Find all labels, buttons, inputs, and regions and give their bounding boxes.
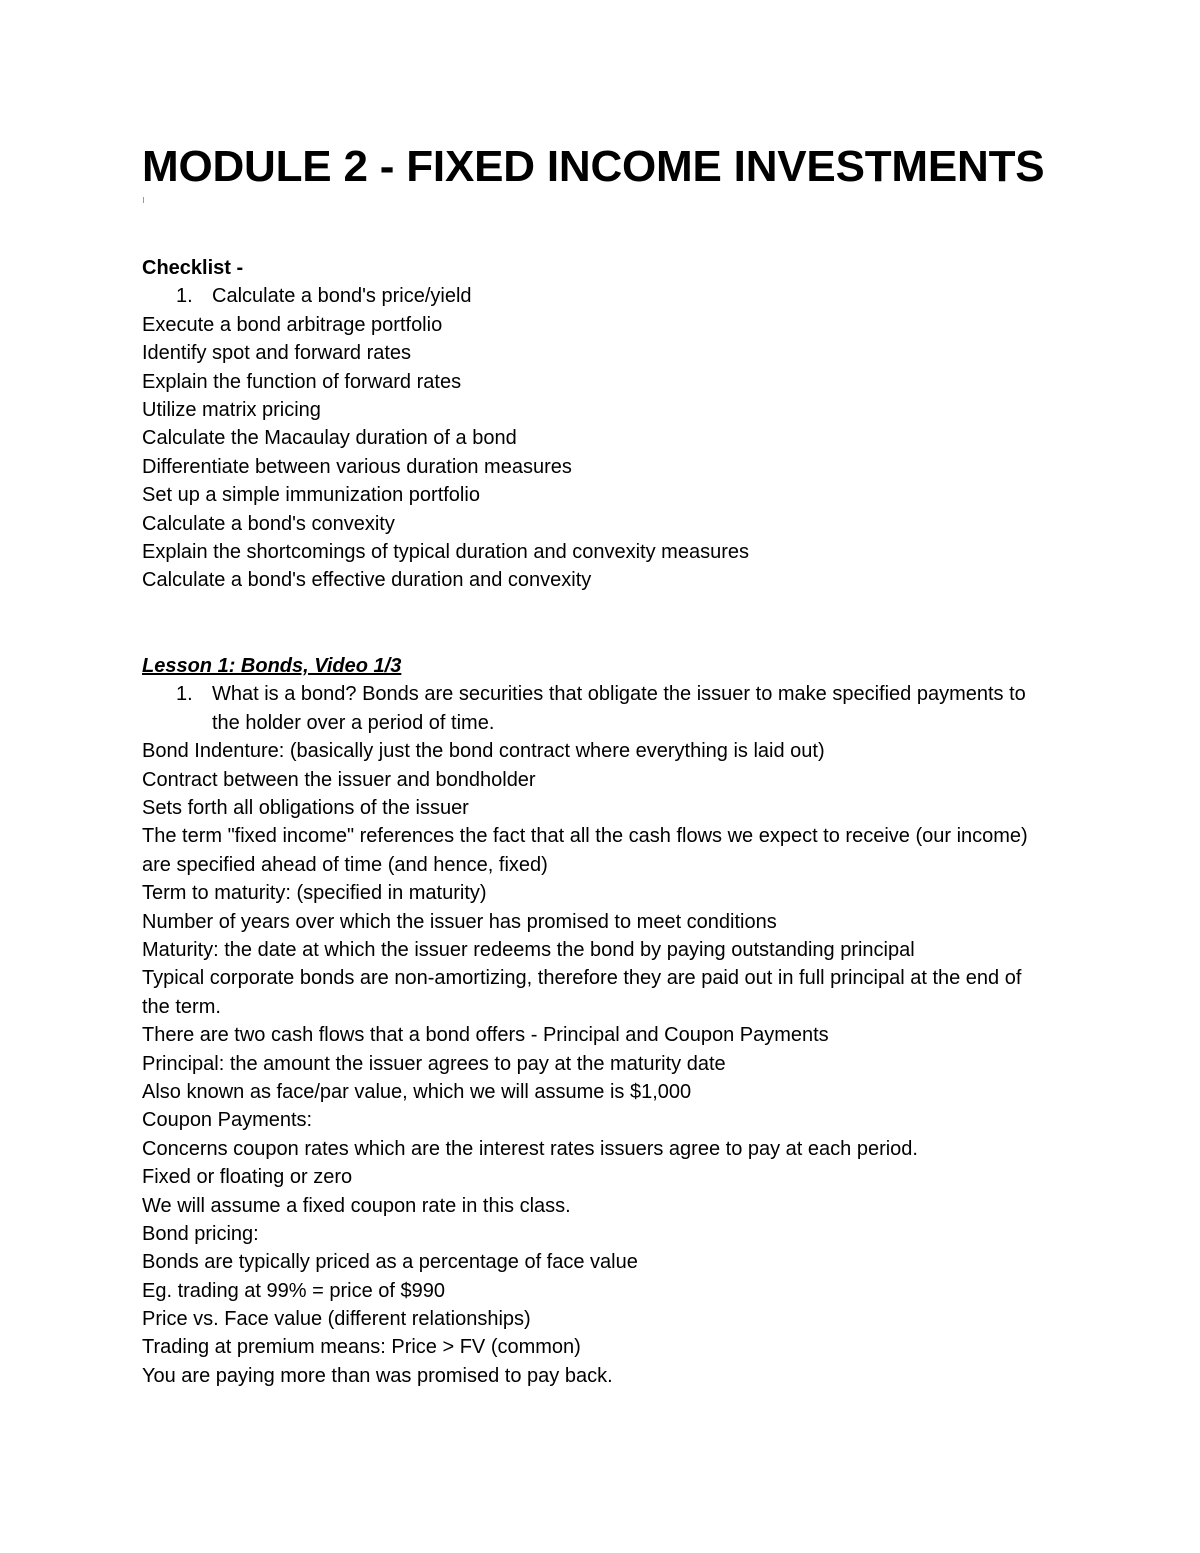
lesson-line: Trading at premium means: Price > FV (common) [142, 1336, 581, 1359]
lesson-line: Principal: the amount the issuer agrees to pay at the maturity date [142, 1052, 726, 1075]
lesson-line: You are paying more than was promised to pay back. [142, 1364, 613, 1387]
checklist-item: Identify spot and forward rates [142, 342, 412, 365]
page-title: MODULE 2 - FIXED INCOME INVESTMENTS [142, 142, 1045, 191]
lesson-line: Maturity: the date at which the issuer redeems the bond by paying outstanding principal [142, 938, 915, 961]
lesson-item-numbered [142, 680, 1052, 737]
checklist-item: Calculate the Macaulay duration of a bond [142, 427, 517, 450]
checklist-item: Set up a simple immunization portfolio [142, 484, 480, 507]
lesson-line: Price vs. Face value (different relationships) [142, 1308, 531, 1331]
lesson-1-section [142, 652, 1052, 1390]
lesson-line: There are two cash flows that a bond offers - Principal and Coupon Payments [142, 1024, 829, 1047]
checklist-item: Execute a bond arbitrage portfolio [142, 313, 443, 336]
lesson-line: Bond Indenture: (basically just the bond contract where everything is laid out) [142, 740, 825, 763]
lesson-line: Also known as face/par value, which we will assume is $1,000 [142, 1080, 692, 1103]
checklist-item: Calculate a bond's convexity [142, 512, 395, 535]
lesson-line: Bonds are typically priced as a percentage of face value [142, 1251, 638, 1274]
checklist-section [142, 254, 1052, 595]
checklist-item: Utilize matrix pricing [142, 398, 321, 421]
lesson-line: Coupon Payments: [142, 1109, 313, 1132]
lesson-line: Typical corporate bonds are non-amortizing, therefore they are paid out in full principal at the end of the term. [142, 967, 1022, 1018]
lesson-line: Term to maturity: (specified in maturity) [142, 882, 487, 905]
checklist-item: Differentiate between various duration measures [142, 455, 572, 478]
lesson-line: Sets forth all obligations of the issuer [142, 796, 469, 819]
list-item-text: What is a bond? Bonds are securities that obligate the issuer to make specified payments to the holder over a period of time. [212, 683, 1026, 734]
lesson-heading: Lesson 1: Bonds, Video 1/3 [142, 655, 402, 677]
list-number: 1. [176, 285, 193, 308]
cursor-mark [143, 197, 144, 203]
list-item-text: Calculate a bond's price/yield [212, 285, 472, 308]
checklist-heading: Checklist - [142, 257, 244, 279]
checklist-item-numbered [142, 282, 1052, 310]
checklist-item: Explain the function of forward rates [142, 370, 462, 393]
lesson-line: Contract between the issuer and bondholder [142, 768, 536, 791]
lesson-line: Eg. trading at 99% = price of $990 [142, 1279, 445, 1302]
lesson-line: We will assume a fixed coupon rate in this class. [142, 1194, 571, 1217]
list-number: 1. [176, 683, 193, 706]
checklist-item: Explain the shortcomings of typical duration and convexity measures [142, 540, 749, 563]
lesson-line: Number of years over which the issuer has promised to meet conditions [142, 910, 777, 933]
lesson-line: Concerns coupon rates which are the interest rates issuers agree to pay at each period. [142, 1137, 918, 1160]
lesson-line: Fixed or floating or zero [142, 1166, 353, 1189]
checklist-item: Calculate a bond's effective duration and convexity [142, 569, 592, 592]
lesson-line: The term "fixed income" references the fact that all the cash flows we expect to receive (our income) are specified ahead of time (and hence, fixed) [142, 825, 1028, 876]
lesson-line: Bond pricing: [142, 1222, 259, 1245]
